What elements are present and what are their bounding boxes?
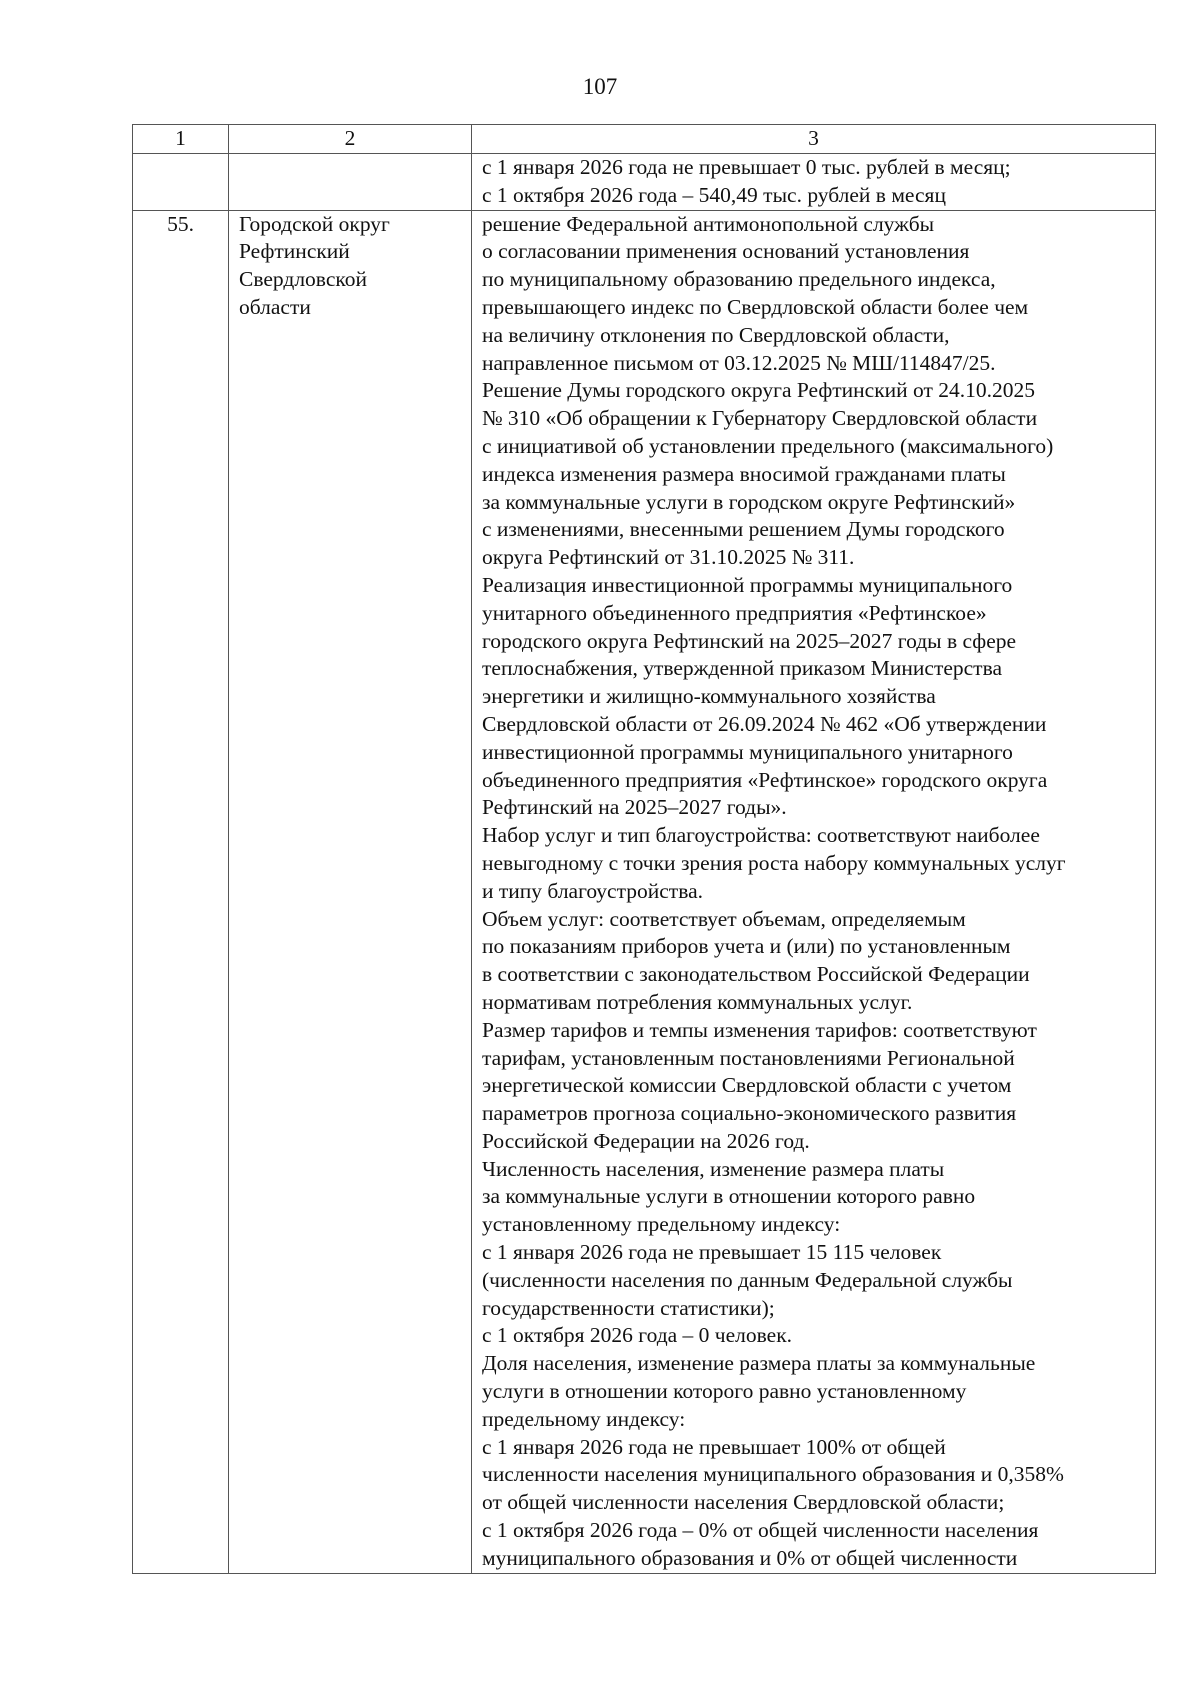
text-line: инвестиционной программы муниципального унитарного — [482, 739, 1013, 764]
text-line: предельному индексу: — [482, 1406, 686, 1431]
text-line: энергетической комиссии Свердловской области с учетом — [482, 1073, 1012, 1098]
text-line: (численности населения по данным Федеральной службы — [482, 1267, 1013, 1292]
text-line: теплоснабжения, утвержденной приказом Министерства — [482, 656, 1002, 681]
details-cell — [472, 210, 1156, 1573]
municipality-cell — [229, 154, 472, 211]
continuation-text — [482, 154, 1151, 210]
text-line: с 1 января 2026 года не превышает 15 115 человек — [482, 1240, 942, 1265]
text-line: Рефтинский на 2025–2027 годы». — [482, 795, 787, 820]
text-line: по показаниям приборов учета и (или) по установленным — [482, 934, 1011, 959]
text-line: с 1 октября 2026 года – 0 человек. — [482, 1323, 793, 1348]
text-line: и типу благоустройства. — [482, 878, 703, 903]
text-line: с 1 октября 2026 года – 540,49 тыс. рублей в месяц — [482, 182, 946, 207]
text-line: Свердловской области от 26.09.2024 № 462 «Об утверждении — [482, 711, 1047, 736]
text-line: Городской округ — [239, 211, 390, 236]
text-line: численности населения муниципального образования и 0,358% — [482, 1462, 1064, 1487]
text-line: городского округа Рефтинский на 2025–2027 годы в сфере — [482, 628, 1017, 653]
text-line: параметров прогноза социально-экономического развития — [482, 1101, 1017, 1126]
text-line: с 1 января 2026 года не превышает 100% от общей — [482, 1434, 946, 1459]
row-number-cell: 55. — [133, 210, 229, 1573]
text-line: индекса изменения размера вносимой гражданами платы — [482, 461, 1006, 486]
column-header-2: 2 — [229, 125, 472, 154]
text-line: Объем услуг: соответствует объемам, определяемым — [482, 906, 966, 931]
text-line: Рефтинский — [239, 239, 350, 264]
text-line: Решение Думы городского округа Рефтинский от 24.10.2025 — [482, 378, 1036, 403]
text-line: с 1 января 2026 года не превышает 0 тыс. рублей в месяц; — [482, 155, 1011, 179]
text-line: с изменениями, внесенными решением Думы городского — [482, 517, 1005, 542]
regulation-table — [132, 124, 1156, 1574]
text-line: невыгодному с точки зрения роста набору коммунальных услуг — [482, 850, 1066, 875]
table-header-row — [133, 125, 1156, 154]
column-header-1: 1 — [133, 125, 229, 154]
municipality-name — [239, 211, 467, 322]
text-line: № 310 «Об обращении к Губернатору Свердловской области — [482, 406, 1038, 431]
text-line: с 1 октября 2026 года – 0% от общей численности населения — [482, 1518, 1039, 1543]
row-details-text — [482, 211, 1151, 1573]
text-line: за коммунальные услуги в отношении которого равно — [482, 1184, 976, 1209]
page-number: 107 — [582, 74, 618, 99]
table-row-55 — [133, 210, 1156, 1573]
text-line: с инициативой об установлении предельного (максимального) — [482, 433, 1054, 458]
text-line: округа Рефтинский от 31.10.2025 № 311. — [482, 545, 855, 570]
text-line: о согласовании применения оснований установления — [482, 239, 970, 264]
text-line: решение Федеральной антимонопольной службы — [482, 211, 935, 236]
table-row-continuation — [133, 154, 1156, 211]
text-line: направленное письмом от 03.12.2025 № МШ/114847/25. — [482, 350, 996, 375]
text-line: от общей численности населения Свердловской области; — [482, 1490, 1005, 1515]
row-number-cell — [133, 154, 229, 211]
text-line: Размер тарифов и темпы изменения тарифов: соответствуют — [482, 1017, 1037, 1042]
text-line: Численность населения, изменение размера платы — [482, 1156, 945, 1181]
text-line: на величину отклонения по Свердловской области, — [482, 322, 950, 347]
text-line: нормативам потребления коммунальных услуг. — [482, 989, 913, 1014]
text-line: Свердловской — [239, 267, 367, 292]
text-line: превышающего индекс по Свердловской области более чем — [482, 294, 1029, 319]
text-line: объединенного предприятия «Рефтинское» городского округа — [482, 767, 1048, 792]
text-line: Российской Федерации на 2026 год. — [482, 1128, 810, 1153]
text-line: области — [239, 294, 311, 319]
text-line: Набор услуг и тип благоустройства: соответствуют наиболее — [482, 823, 1040, 848]
text-line: государственности статистики); — [482, 1295, 775, 1320]
text-line: по муниципальному образованию предельного индекса, — [482, 267, 996, 292]
text-line: Доля населения, изменение размера платы за коммунальные — [482, 1351, 1036, 1376]
text-line: услуги в отношении которого равно установленному — [482, 1379, 967, 1404]
text-line: унитарного объединенного предприятия «Рефтинское» — [482, 600, 987, 625]
text-line: установленному предельному индексу: — [482, 1212, 841, 1237]
text-line: Реализация инвестиционной программы муниципального — [482, 572, 1013, 597]
text-line: за коммунальные услуги в городском округе Рефтинский» — [482, 489, 1016, 514]
details-cell — [472, 154, 1156, 211]
text-line: муниципального образования и 0% от общей численности — [482, 1545, 1018, 1570]
municipality-cell — [229, 210, 472, 1573]
text-line: энергетики и жилищно-коммунального хозяйства — [482, 684, 936, 709]
column-header-3: 3 — [472, 125, 1156, 154]
text-line: в соответствии с законодательством Российской Федерации — [482, 962, 1030, 987]
text-line: тарифам, установленным постановлениями Региональной — [482, 1045, 1015, 1070]
